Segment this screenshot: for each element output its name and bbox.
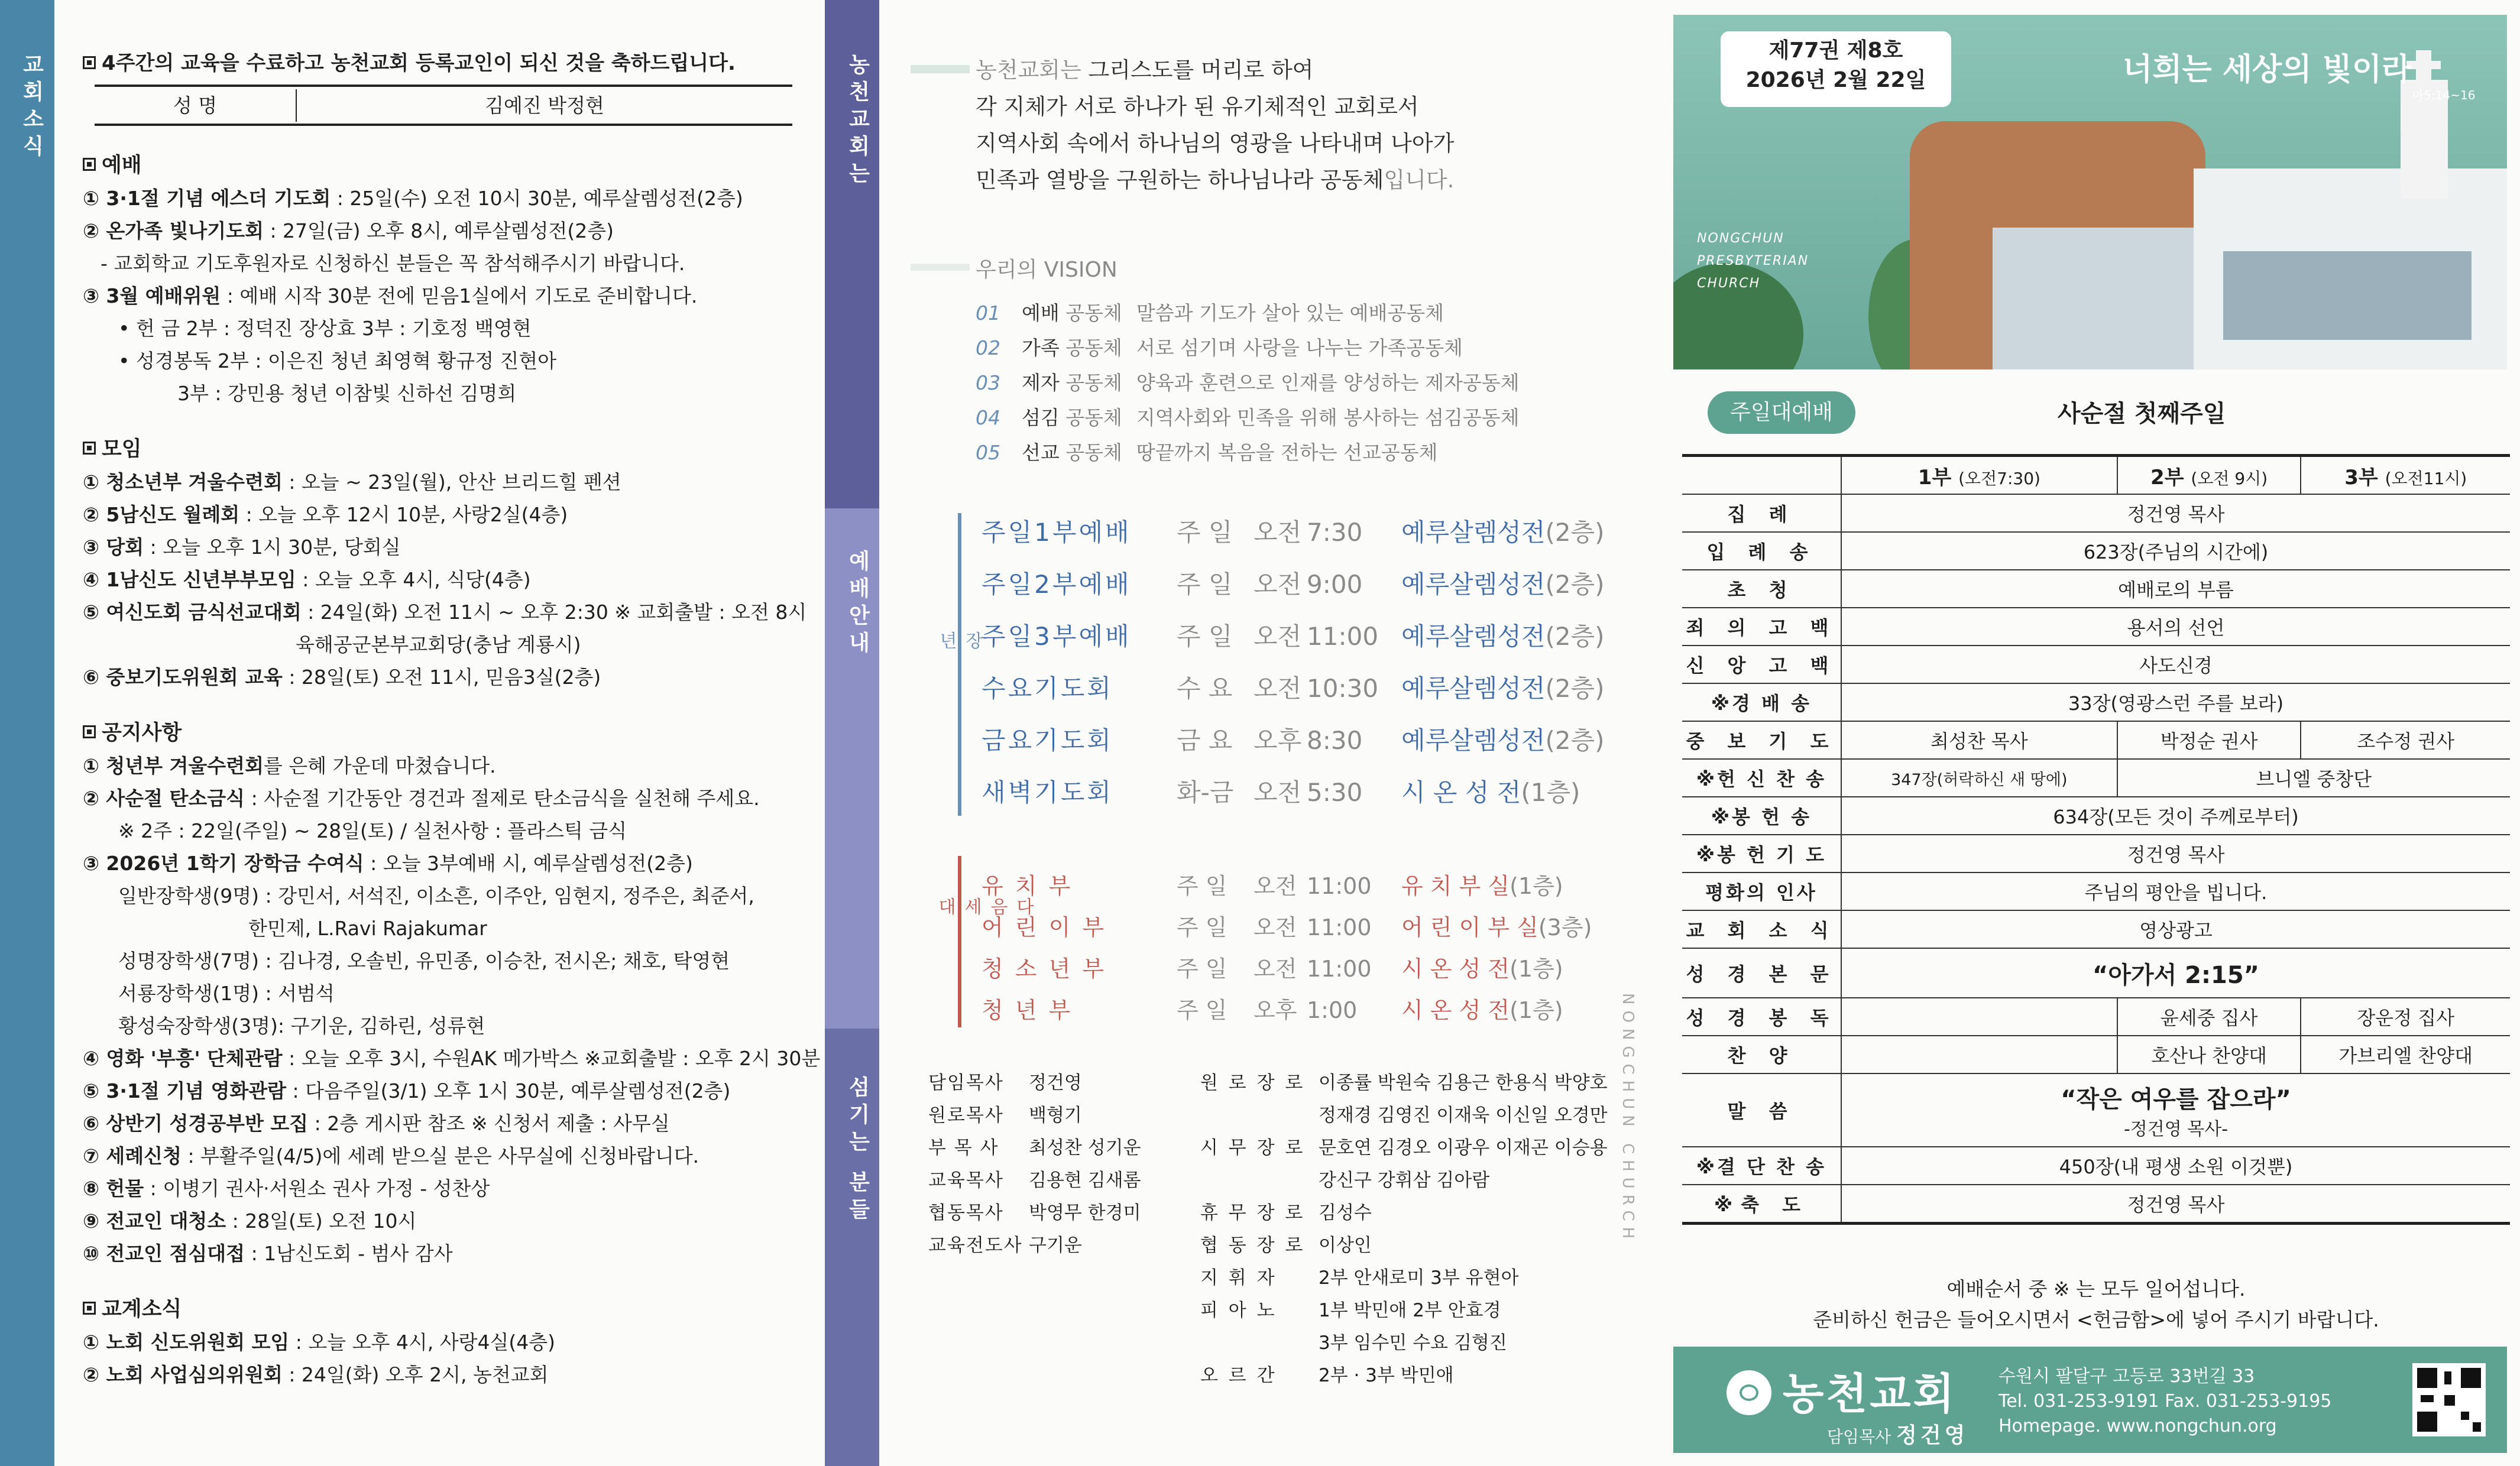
square-bullet-icon: [83, 56, 96, 69]
phone-fax: Tel. 031-253-9191 Fax. 031-253-9195: [1998, 1391, 2332, 1412]
list-item: ③ 당회 : 오늘 오후 1시 30분, 당회실: [83, 536, 401, 559]
cross-bar-shape: [2406, 61, 2441, 69]
list-item: 서룡장학생(1명) : 서범석: [118, 982, 335, 1005]
list-item: ④ 영화 '부흥' 단체관람 : 오늘 오후 3시, 수원AK 메가박스 ※교회출발 : 오후 2시 30분: [83, 1047, 821, 1070]
list-item: ③ 2026년 1학기 장학금 수여식 : 오늘 3부예배 시, 예루살렘성전(2층): [83, 852, 693, 875]
tab-label-intro: 농천교회는: [846, 53, 870, 189]
table-row: 말 씀 “작은 여우를 잡으라” -정건영 목사-: [1682, 1073, 2510, 1147]
schedule-row: 청 소 년 부 주 일 오전 11:00 시 온 성 전(1층): [982, 956, 1563, 982]
address: 수원시 팔달구 고등로 33번길 33: [1998, 1366, 2255, 1387]
list-item: ① 청년부 겨울수련회를 은혜 가운데 마쳤습니다.: [83, 754, 496, 777]
schedule-row: 주일1부예배 주 일 오전 7:30 예루살렘성전(2층): [982, 518, 1605, 547]
table-row: 중 보 기 도 최성찬 목사 박정순 권사 조수정 권사: [1682, 721, 2510, 759]
vision-title: 우리의 VISION: [976, 258, 1118, 282]
list-item: ⑤ 3·1절 기념 영화관람 : 다음주일(3/1) 오후 1시 30분, 예루살렘성전(2층): [83, 1079, 731, 1102]
table-row: 교 회 소 식 영상광고: [1682, 910, 2510, 948]
schedule-row: 어 린 이 부 주 일 오전 11:00 어 린 이 부 실(3층): [982, 914, 1592, 940]
meeting-news-title: 모임: [83, 433, 816, 466]
square-bullet-icon: [83, 158, 96, 171]
table-row: ※결 단 찬 송 450장(내 평생 소원 이것뿐): [1682, 1147, 2510, 1185]
table-row: 신 앙 고 백 사도신경: [1682, 646, 2510, 683]
vision-item: 02 가족 공동체 서로 섬기며 사랑을 나누는 가족공동체: [976, 336, 1463, 359]
mission-line: 민족과 열방을 구원하는 하나님나라 공동체입니다.: [976, 167, 1455, 193]
worship-news-title: 예배: [83, 150, 816, 182]
footer-bar: [1673, 1347, 2507, 1453]
list-item: ⑧ 헌물 : 이병기 권사·서원소 권사 가정 - 성찬상: [83, 1177, 490, 1200]
staff-row: 교육전도사 구기운 협 동 장 로 이상인: [928, 1235, 1372, 1256]
header-3: 3부 (오전11시): [2301, 456, 2510, 495]
order-of-service-table: [1682, 454, 2510, 1225]
tab-label-worship: 예배안내: [846, 550, 870, 659]
table-row: 성 경 봉 독 윤세중 집사 장운정 집사: [1682, 998, 2510, 1036]
offering-note: 준비하신 헌금은 들어오시면서 <헌금함>에 넣어 주시기 바랍니다.: [1813, 1308, 2379, 1331]
registration-table: [95, 85, 792, 126]
sermon-title: “작은 여우를 잡으라”: [2061, 1085, 2291, 1113]
issue-date: 2026년 2월 22일: [1745, 68, 1926, 92]
worship-news-list: [83, 182, 816, 410]
table-row: 집 례 정건영 목사: [1682, 494, 2510, 532]
header-2: 2부 (오전 9시): [2117, 456, 2301, 495]
list-item: ② 사순절 탄소금식 : 사순절 기간동안 경건과 절제로 탄소금식을 실천해 주세요.: [83, 787, 760, 810]
list-item: ① 청소년부 겨울수련회 : 오늘 ~ 23일(월), 안산 브리드힐 펜션: [83, 471, 621, 494]
list-item: ④ 1남신도 신년부부모임 : 오늘 오후 4시, 식당(4층): [83, 568, 531, 591]
mission-line: 각 지체가 서로 하나가 된 유기체적인 교회로서: [976, 94, 1419, 119]
schedule-row: 주일2부예배 주 일 오전 9:00 예루살렘성전(2층): [982, 570, 1605, 599]
registration-names: 김예진 박정현: [485, 93, 604, 117]
vision-item: 04 섬김 공동체 지역사회와 민족을 위해 봉사하는 섬김공동체: [976, 406, 1520, 429]
list-item: 육해공군본부교회당(충남 계룡시): [296, 633, 581, 656]
staff-row: 부 목 사 최성찬 성기운 시 무 장 로 문호연 김경오 이광우 이재곤 이승용: [928, 1137, 1608, 1159]
vision-item: 03 제자 공동체 양육과 훈련으로 인재를 양성하는 제자공동체: [976, 371, 1520, 394]
service-notes: [1682, 1274, 2510, 1335]
staff-row: 오 르 간 2부 · 3부 박민애: [1200, 1365, 1454, 1386]
church-logo-icon: [1727, 1370, 1771, 1415]
cover-motto: 너희는 세상의 빛이라: [2123, 52, 2412, 87]
list-item: ※ 2주 : 22일(주일) ~ 28일(토) / 실천사항 : 플라스틱 금식: [118, 819, 627, 842]
schedule-row: 주일3부예배 주 일 오전 11:00 예루살렘성전(2층): [982, 622, 1605, 651]
table-row: [1682, 456, 2510, 495]
service-badge: 주일대예배: [1708, 391, 1855, 434]
vision-item: 01 예배 공동체 말씀과 기도가 살아 있는 예배공동체: [976, 301, 1444, 325]
vision-accent-bar: [911, 264, 970, 271]
list-item: ⑤ 여신도회 금식선교대회 : 24일(화) 오전 11시 ~ 오후 2:30 ※ 교회출발 : 오전 8시: [83, 601, 807, 624]
next-generation-label: 다음세대: [935, 897, 1034, 916]
list-item: 한민제, L.Ravi Rajakumar: [248, 917, 487, 940]
church-annex-glass-shape: [2223, 251, 2472, 340]
staff-row: 담임목사 정건영 원 로 장 로 이종률 박원숙 김용근 한용식 박양호: [928, 1072, 1608, 1094]
square-bullet-icon: [83, 1302, 96, 1315]
sermon-preacher: -정건영 목사-: [2123, 1118, 2229, 1140]
cover-image: [1673, 15, 2507, 369]
notice-list: [83, 750, 821, 1270]
list-item: ⑩ 전교인 점심대접 : 1남신도회 - 범사 감사: [83, 1242, 453, 1265]
registration-intro: 4주간의 교육을 수료하고 농천교회 등록교인이 되신 것을 축하드립니다.: [83, 47, 816, 80]
table-row: ※봉 헌 송 634장(모든 것이 주께로부터): [1682, 797, 2510, 835]
adult-label: 장년: [936, 631, 983, 661]
staff-list: [928, 1067, 1608, 1392]
middle-panel: [911, 0, 1667, 1466]
church-name: 농천교회: [1783, 1369, 1957, 1419]
church-glass-shape: [1993, 228, 2211, 369]
homepage-link[interactable]: Homepage. www.nongchun.org: [1998, 1416, 2277, 1436]
mission-accent-bar: [911, 65, 970, 73]
qr-code-icon[interactable]: [2412, 1363, 2486, 1436]
square-bullet-icon: [83, 442, 96, 455]
list-item: ⑥ 중보기도위원회 교육 : 28일(토) 오전 11시, 믿음3실(2층): [83, 666, 601, 689]
schedule-row: 청 년 부 주 일 오후 1:00 시 온 성 전(1층): [982, 997, 1563, 1023]
table-row: ※축 도 정건영 목사: [1682, 1185, 2510, 1224]
staff-row: 원로목사 백형기 정재경 김영진 이재욱 이신일 오경만: [928, 1105, 1608, 1126]
list-item: 황성숙장학생(3명): 구기운, 김하린, 성류현: [118, 1014, 485, 1037]
table-row: ※경 배 송 33장(영광스런 주를 보라): [1682, 683, 2510, 721]
schedule-row: 수요기도회 수 요 오전 10:30 예루살렘성전(2층): [982, 674, 1605, 703]
left-tab-label: 교회소식: [20, 53, 44, 162]
next-divider: [958, 856, 961, 1027]
exchange-news-list: [83, 1326, 816, 1391]
staff-row: 3부 임수민 수요 김형진: [1319, 1332, 1507, 1354]
mission-line: 지역사회 속에서 하나님의 영광을 나타내며 나아가: [976, 131, 1455, 156]
list-item: ② 5남신도 월례회 : 오늘 오후 12시 10분, 사랑2실(4층): [83, 503, 568, 526]
volume-number: 제77권 제8호: [1768, 38, 1903, 63]
staff-row: 교육목사 김용현 김새롬 강신구 강휘삼 김아람: [928, 1170, 1490, 1191]
meeting-news-list: [83, 466, 816, 693]
list-item: ⑥ 상반기 성경공부반 모집 : 2층 게시판 참조 ※ 신청서 제출 : 사무실: [83, 1112, 670, 1135]
senior-pastor: 담임목사 정건영: [1827, 1423, 1969, 1448]
list-item: ③ 3월 예배위원 : 예배 시작 30분 전에 믿음1실에서 기도로 준비합니다.: [83, 284, 698, 307]
staff-row: 지 휘 자 2부 안새로미 3부 유현아: [1200, 1267, 1519, 1289]
registration-header: 성 명: [95, 89, 297, 122]
list-item: ① 노회 신도위원회 모임 : 오늘 오후 4시, 사랑4실(4층): [83, 1331, 556, 1354]
square-bullet-icon: [83, 725, 96, 738]
contact-info: [1998, 1364, 2331, 1439]
left-side-tab: [0, 0, 54, 1466]
schedule-row: 유 치 부 주 일 오전 11:00 유 치 부 실(1층): [982, 873, 1563, 899]
list-item: ① 3·1절 기념 에스더 기도회 : 25일(수) 오전 10시 30분, 예루살렘성전(2층): [83, 187, 743, 210]
church-news-section: [83, 47, 821, 1391]
list-item: 3부 : 강민용 청년 이참빛 신하선 김명희: [177, 382, 517, 405]
table-row: 평화의 인사 주님의 평안을 빕니다.: [1682, 873, 2510, 910]
issue-box: [1721, 31, 1951, 107]
list-item: • 성경봉독 2부 : 이은진 청년 최영혁 황규정 진현아: [118, 349, 557, 372]
table-row: ※봉 헌 기 도 정건영 목사: [1682, 835, 2510, 873]
motto-reference: 마5:14~16: [2412, 88, 2476, 102]
table-row: 성 경 본 문 “아가서 2:15”: [1682, 948, 2510, 998]
middle-side-tab: [825, 0, 879, 1466]
table-row: 찬 양 호산나 찬양대 가브리엘 찬양대: [1682, 1036, 2510, 1073]
service-title: 사순절 첫째주일: [2058, 400, 2226, 427]
list-item: ⑦ 세례신청 : 부활주일(4/5)에 세례 받으실 분은 사무실에 신청바랍니다.: [83, 1144, 699, 1167]
table-row: ※헌 신 찬 송 347장(허락하신 새 땅에) 브니엘 중창단: [1682, 759, 2510, 797]
tab-segment-staff: [825, 1029, 879, 1466]
cover-english-name: NONGCHUN PRESBYTERIAN CHURCH: [1697, 231, 1809, 291]
mission-line: 농천교회는 그리스도를 머리로 하여: [976, 57, 1314, 83]
list-item: 일반장학생(9명) : 강민서, 서석진, 이소흔, 이주안, 임현지, 정주은, 최준서,: [118, 884, 754, 907]
nongchun-vertical-text: NONGCHUN CHURCH: [1619, 993, 1637, 1245]
list-item: ② 온가족 빛나기도회 : 27일(금) 오후 8시, 예루살렘성전(2층): [83, 219, 614, 242]
exchange-news-title: 교계소식: [83, 1293, 816, 1326]
tab-segment-worship: [825, 508, 879, 1029]
table-row: 초 청 예배로의 부름: [1682, 570, 2510, 608]
staff-row: 피 아 노 1부 박민애 2부 안효경: [1200, 1300, 1501, 1321]
staff-row: 협동목사 박영무 한경미 휴 무 장 로 김성수: [928, 1202, 1372, 1224]
list-item: • 헌 금 2부 : 정덕진 장상효 3부 : 기호정 백영현: [118, 317, 532, 340]
header-1: 1부 (오전7:30): [1841, 456, 2117, 495]
list-item: ⑨ 전교인 대청소 : 28일(토) 오전 10시: [83, 1209, 417, 1233]
tab-label-staff: 섬기는 분들: [846, 1076, 870, 1225]
standing-note: 예배순서 중 ※ 는 모두 일어섭니다.: [1946, 1277, 2246, 1300]
list-item: ② 노회 사업심의위원회 : 24일(화) 오후 2시, 농천교회: [83, 1363, 549, 1386]
vision-list: [976, 296, 1520, 470]
tab-segment-intro: [825, 0, 879, 508]
schedule-row: 새벽기도회 화-금 오전 5:30 시 온 성 전(1층): [982, 778, 1580, 807]
table-row: 죄 의 고 백 용서의 선언: [1682, 608, 2510, 646]
vision-item: 05 선교 공동체 땅끝까지 복음을 전하는 선교공동체: [976, 441, 1438, 464]
schedule-row: 금요기도회 금 요 오후 8:30 예루살렘성전(2층): [982, 726, 1605, 755]
list-item: - 교회학교 기도후원자로 신청하신 분들은 꼭 참석해주시기 바랍니다.: [101, 252, 685, 275]
mission-statement: [976, 52, 1454, 199]
table-row: 입 례 송 623장(주님의 시간에): [1682, 532, 2510, 570]
notice-title: 공지사항: [83, 717, 816, 750]
list-item: 성명장학생(7명) : 김나경, 오솔빈, 유민종, 이승찬, 전시온; 채호, 탁영현: [118, 949, 730, 972]
adult-divider: [958, 513, 961, 816]
